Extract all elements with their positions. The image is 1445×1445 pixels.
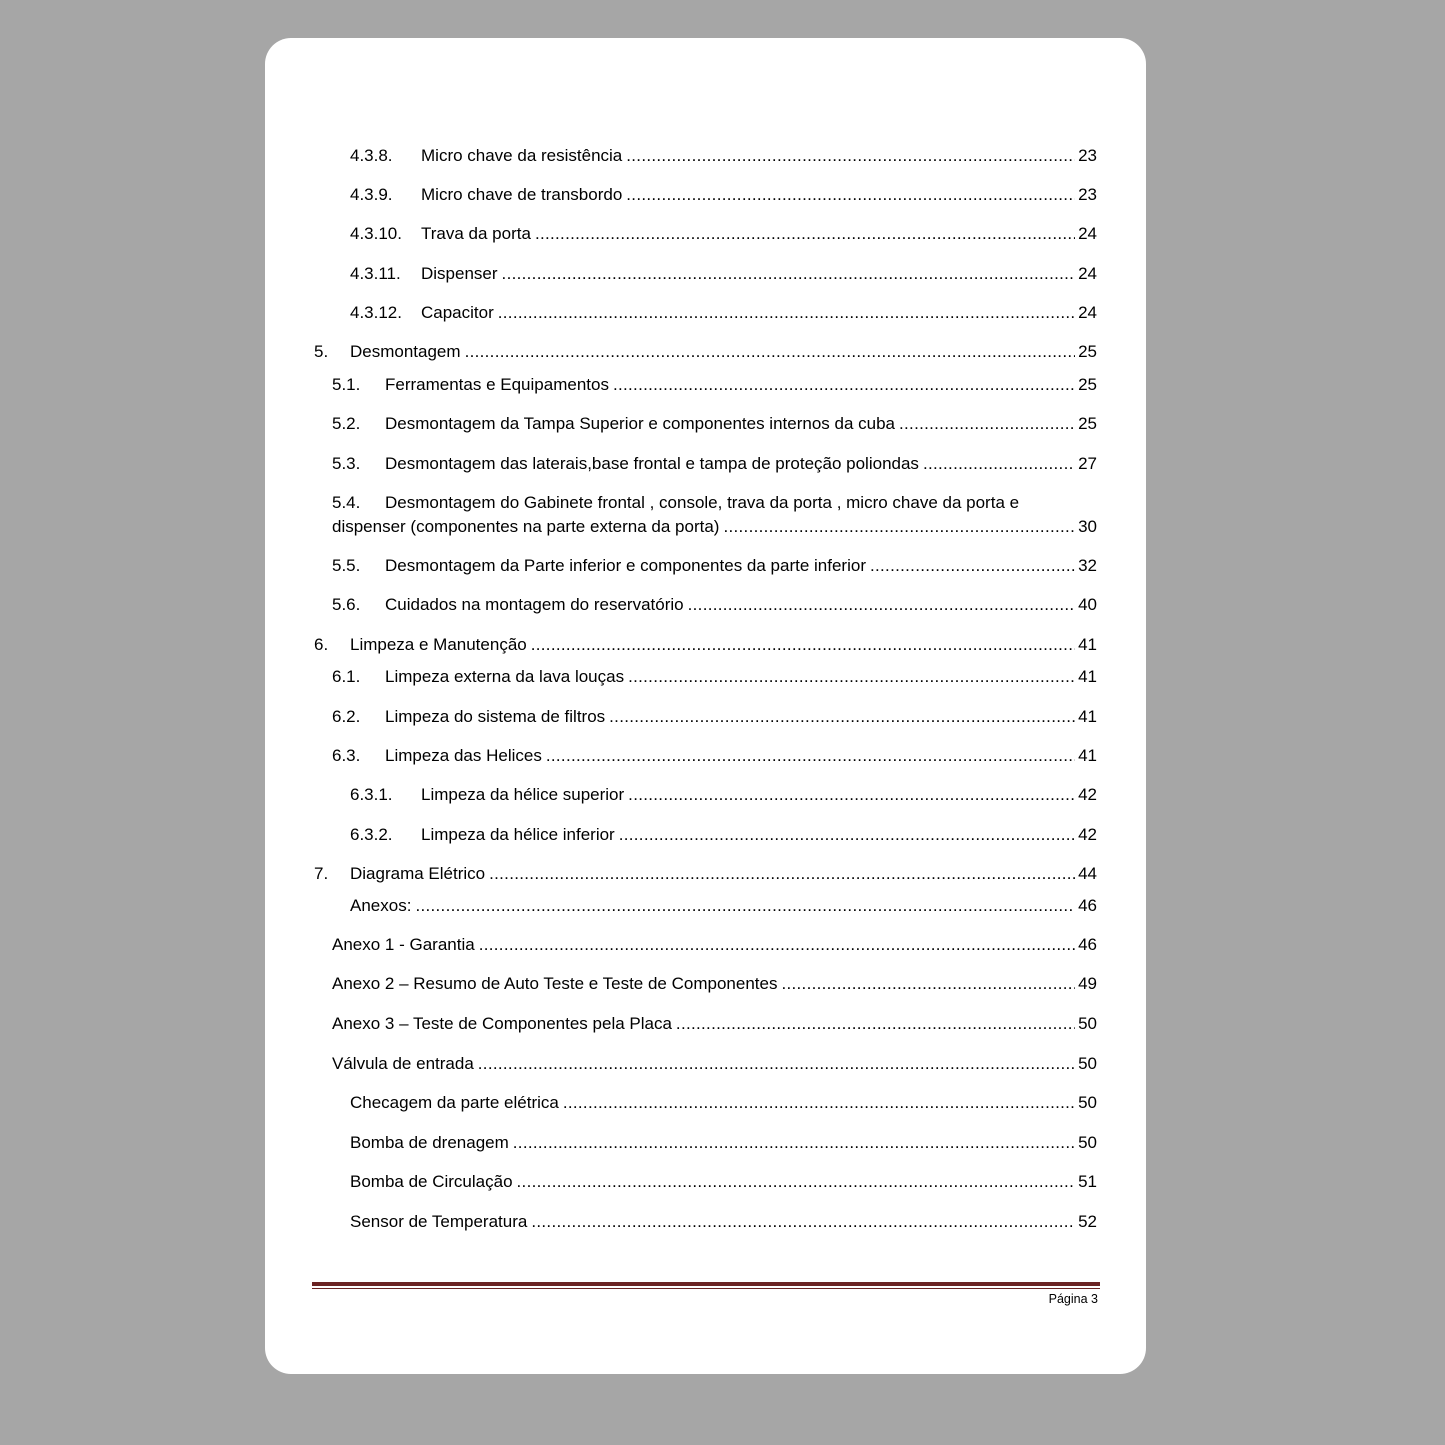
dot-leader	[535, 222, 1075, 246]
dot-leader	[489, 862, 1075, 886]
toc-entry-page: 42	[1078, 785, 1097, 804]
dot-leader	[465, 340, 1076, 364]
toc-entry-title: Diagrama Elétrico	[350, 862, 485, 886]
toc-entry-page: 24	[1078, 224, 1097, 243]
toc-entry[interactable]	[0, 1170, 1445, 1194]
toc-entry-number: 5.	[314, 342, 329, 361]
toc-entry[interactable]	[0, 593, 1445, 617]
toc-entry-page: 46	[1078, 935, 1097, 954]
footer-rule-thin	[312, 1288, 1100, 1289]
toc-entry-number: 6.3.2.	[350, 825, 393, 844]
dot-leader	[478, 1052, 1075, 1076]
dot-leader	[619, 823, 1075, 847]
toc-entry-page: 30	[1078, 517, 1097, 536]
toc-entry[interactable]	[0, 633, 1445, 657]
toc-entry-number: 4.3.11.	[350, 264, 401, 283]
dot-leader	[609, 705, 1075, 729]
toc-entry[interactable]	[0, 783, 1445, 807]
footer-rule	[312, 1282, 1100, 1286]
toc-entry-number: 7.	[314, 864, 329, 883]
toc-entry[interactable]	[0, 1210, 1445, 1234]
toc-entry-number: 6.	[314, 635, 329, 654]
toc-entry-continuation[interactable]	[0, 515, 1445, 539]
toc-entry[interactable]	[0, 1012, 1445, 1036]
toc-entry-number: 5.2.	[332, 414, 361, 433]
dot-leader	[531, 633, 1075, 657]
toc-entry-page: 25	[1078, 375, 1097, 394]
toc-entry[interactable]	[0, 373, 1445, 397]
page-number: Página 3	[1048, 1292, 1098, 1306]
dot-leader	[546, 744, 1075, 768]
toc-entry[interactable]	[0, 1131, 1445, 1155]
toc-entry-page: 32	[1078, 556, 1097, 575]
toc-entry-title: Desmontagem das laterais,base frontal e tampa de proteção poliondas	[385, 452, 919, 476]
toc-entry-number: 4.3.12.	[350, 303, 402, 322]
toc-entry[interactable]	[0, 972, 1445, 996]
toc-entry-page: 23	[1078, 146, 1097, 165]
toc-entry-number: 6.1.	[332, 667, 361, 686]
dot-leader	[563, 1091, 1075, 1115]
toc-entry-page: 40	[1078, 595, 1097, 614]
toc-entry-title: Limpeza da hélice inferior	[421, 823, 615, 847]
dot-leader	[415, 894, 1075, 918]
toc-entry[interactable]	[0, 144, 1445, 168]
toc-entry-page: 23	[1078, 185, 1097, 204]
toc-entry-title: Limpeza e Manutenção	[350, 633, 527, 657]
dot-leader	[498, 301, 1075, 325]
toc-entry-page: 50	[1078, 1054, 1097, 1073]
dot-leader	[531, 1210, 1075, 1234]
toc-entry[interactable]	[0, 933, 1445, 957]
toc-entry-page: 41	[1078, 667, 1097, 686]
toc-entry-title: Desmontagem	[350, 340, 461, 364]
toc-entry-title: Limpeza das Helices	[385, 744, 542, 768]
dot-leader	[723, 515, 1075, 539]
toc-entry-page: 52	[1078, 1212, 1097, 1231]
toc-entry-title: Anexo 3 – Teste de Componentes pela Placa	[332, 1012, 672, 1036]
toc-entry-number: 6.3.	[332, 746, 361, 765]
toc-entry[interactable]	[0, 262, 1445, 286]
toc-entry-title: Trava da porta	[421, 222, 531, 246]
toc-entry-number: 4.3.8.	[350, 146, 393, 165]
toc-entry-title-continued: dispenser (componentes na parte externa da porta)	[332, 515, 719, 539]
toc-entry[interactable]	[0, 222, 1445, 246]
toc-entry[interactable]	[0, 554, 1445, 578]
dot-leader	[899, 412, 1075, 436]
toc-entry-number: 6.2.	[332, 707, 361, 726]
toc-entry-title: Ferramentas e Equipamentos	[385, 373, 609, 397]
toc-entry[interactable]	[0, 452, 1445, 476]
toc-entry-title: Anexo 1 - Garantia	[332, 933, 475, 957]
toc-entry[interactable]	[0, 301, 1445, 325]
toc-entry[interactable]	[0, 491, 1445, 515]
toc-entry-page: 41	[1078, 746, 1097, 765]
dot-leader	[923, 452, 1075, 476]
toc-entry[interactable]	[0, 862, 1445, 886]
toc-entry-title: Capacitor	[421, 301, 494, 325]
toc-entry-number: 5.1.	[332, 375, 361, 394]
toc-entry-title: Cuidados na montagem do reservatório	[385, 593, 684, 617]
dot-leader	[628, 665, 1075, 689]
toc-entry-title: Checagem da parte elétrica	[350, 1091, 559, 1115]
toc-entry-title: Bomba de drenagem	[350, 1131, 509, 1155]
toc-entry[interactable]	[0, 894, 1445, 918]
dot-leader	[676, 1012, 1075, 1036]
toc-entry-number: 4.3.9.	[350, 185, 393, 204]
toc-entry-page: 41	[1078, 707, 1097, 726]
toc-entry[interactable]	[0, 823, 1445, 847]
toc-entry[interactable]	[0, 1091, 1445, 1115]
toc-entry-page: 49	[1078, 974, 1097, 993]
dot-leader	[870, 554, 1075, 578]
toc-entry-title: Válvula de entrada	[332, 1052, 474, 1076]
dot-leader	[626, 144, 1075, 168]
toc-entry-page: 25	[1078, 342, 1097, 361]
toc-entry-page: 50	[1078, 1093, 1097, 1112]
dot-leader	[628, 783, 1075, 807]
dot-leader	[517, 1170, 1076, 1194]
toc-entry-page: 44	[1078, 864, 1097, 883]
toc-entry-page: 24	[1078, 303, 1097, 322]
toc-entry-title: Anexo 2 – Resumo de Auto Teste e Teste de Componentes	[332, 972, 777, 996]
toc-entry-page: 24	[1078, 264, 1097, 283]
toc-entry-title: Limpeza externa da lava louças	[385, 665, 624, 689]
dot-leader	[502, 262, 1076, 286]
toc-entry-title: Anexos:	[350, 894, 411, 918]
toc-entry-title: Micro chave da resistência	[421, 144, 622, 168]
toc-entry[interactable]	[0, 1052, 1445, 1076]
toc-entry-title: Desmontagem da Tampa Superior e componentes internos da cuba	[385, 412, 895, 436]
toc-entry[interactable]	[0, 705, 1445, 729]
toc-entry-number: 5.4.	[332, 493, 361, 512]
toc-entry-number: 5.5.	[332, 556, 361, 575]
toc-entry-page: 41	[1078, 635, 1097, 654]
toc-entry[interactable]	[0, 340, 1445, 364]
toc-entry-title: Bomba de Circulação	[350, 1170, 513, 1194]
toc-entry-page: 27	[1078, 454, 1097, 473]
toc-entry-number: 6.3.1.	[350, 785, 393, 804]
dot-leader	[626, 183, 1075, 207]
toc-entry-page: 46	[1078, 896, 1097, 915]
toc-entry-title: Desmontagem do Gabinete frontal , console, trava da porta , micro chave da porta e	[385, 493, 1020, 512]
toc-entry-page: 42	[1078, 825, 1097, 844]
toc-entry-title: Sensor de Temperatura	[350, 1210, 527, 1234]
toc-entry-number: 5.3.	[332, 454, 361, 473]
dot-leader	[513, 1131, 1075, 1155]
toc-entry-page: 50	[1078, 1133, 1097, 1152]
toc-entry-title: Limpeza do sistema de filtros	[385, 705, 605, 729]
toc-entry-page: 25	[1078, 414, 1097, 433]
toc-entry[interactable]	[0, 744, 1445, 768]
toc-entry[interactable]	[0, 183, 1445, 207]
toc-entry-number: 4.3.10.	[350, 224, 402, 243]
dot-leader	[613, 373, 1075, 397]
toc-entry[interactable]	[0, 665, 1445, 689]
dot-leader	[781, 972, 1075, 996]
toc-entry-page: 51	[1078, 1172, 1097, 1191]
dot-leader	[479, 933, 1075, 957]
toc-entry[interactable]	[0, 412, 1445, 436]
toc-entry-title: Limpeza da hélice superior	[421, 783, 624, 807]
toc-entry-title: Desmontagem da Parte inferior e componentes da parte inferior	[385, 554, 866, 578]
toc-entry-title: Micro chave de transbordo	[421, 183, 622, 207]
toc-entry-title: Dispenser	[421, 262, 498, 286]
dot-leader	[688, 593, 1075, 617]
toc-entry-page: 50	[1078, 1014, 1097, 1033]
toc-entry-number: 5.6.	[332, 595, 361, 614]
